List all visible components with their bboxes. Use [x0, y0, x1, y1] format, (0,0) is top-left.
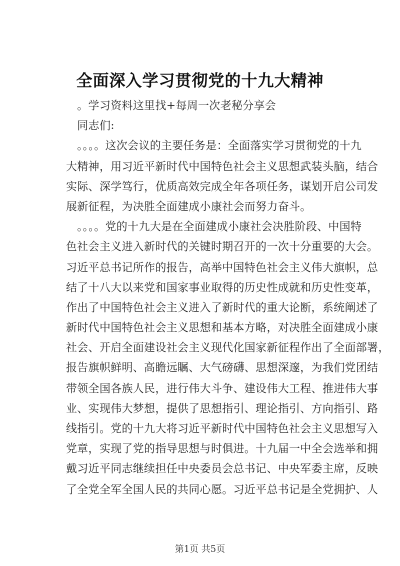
body-line: 同志们:: [66, 119, 115, 133]
body-line: 报告旗帜鲜明、高瞻远瞩、大气磅礴、思想深邃，为我们党团结: [66, 361, 379, 375]
body-line: 党章，实现了党的指导思想与时俱进。十九届一中全会选举和拥: [66, 442, 379, 456]
body-line: 带领全国各族人民，进行伟大斗争、建设伟大工程、推进伟大事: [66, 381, 379, 395]
document-title: 全面深入学习贯彻党的十九大精神: [76, 71, 324, 90]
body-line: 了全党全军全国人民的共同心愿。习近平总书记是全党拥护、人: [66, 482, 379, 496]
body-line: 。。。。这次会议的主要任务是：全面落实学习贯彻党的十九: [66, 139, 362, 153]
body-line: 戴习近平同志继续担任中央委员会总书记、中央军委主席，反映: [66, 462, 379, 476]
body-line: 色社会主义进入新时代的关键时期召开的一次十分重要的大会。: [66, 240, 379, 254]
page-footer: 第1页 共5页: [174, 545, 226, 555]
body-line: 习近平总书记所作的报告，高举中国特色社会主义伟大旗帜，总: [66, 260, 379, 274]
document-body: [66, 96, 390, 500]
body-line: 大精神，用习近平新时代中国特色社会主义思想武装头脑，结合: [66, 159, 379, 173]
body-line: 新时代中国特色社会主义思想和基本方略，对决胜全面建成小康: [66, 321, 379, 335]
body-line: 。。。。党的十九大是在全面建成小康社会决胜阶段、中国特: [66, 220, 362, 234]
body-line: 业、实现伟大梦想，提供了思想指引、理论指引、方向指引、路: [66, 401, 379, 415]
body-line: 展新征程，为决胜全面建成小康社会而努力奋斗。: [66, 199, 312, 213]
body-line: 作出了中国特色社会主义进入了新时代的重大论断，系统阐述了: [66, 300, 379, 314]
body-line: 社会、开启全面建设社会主义现代化国家新征程作出了全面部署，: [66, 341, 390, 355]
body-line: 实际、深学笃行，优质高效完成全年各项任务，谋划开启公司发: [66, 179, 379, 193]
body-line: 线指引。党的十九大将习近平新时代中国特色社会主义思想写入: [66, 422, 379, 435]
body-line: 结了十八大以来党和国家事业取得的历史性成就和历史性变革，: [66, 280, 379, 294]
body-line: 。学习资料这里找+每周一次老秘分享会: [66, 99, 277, 112]
